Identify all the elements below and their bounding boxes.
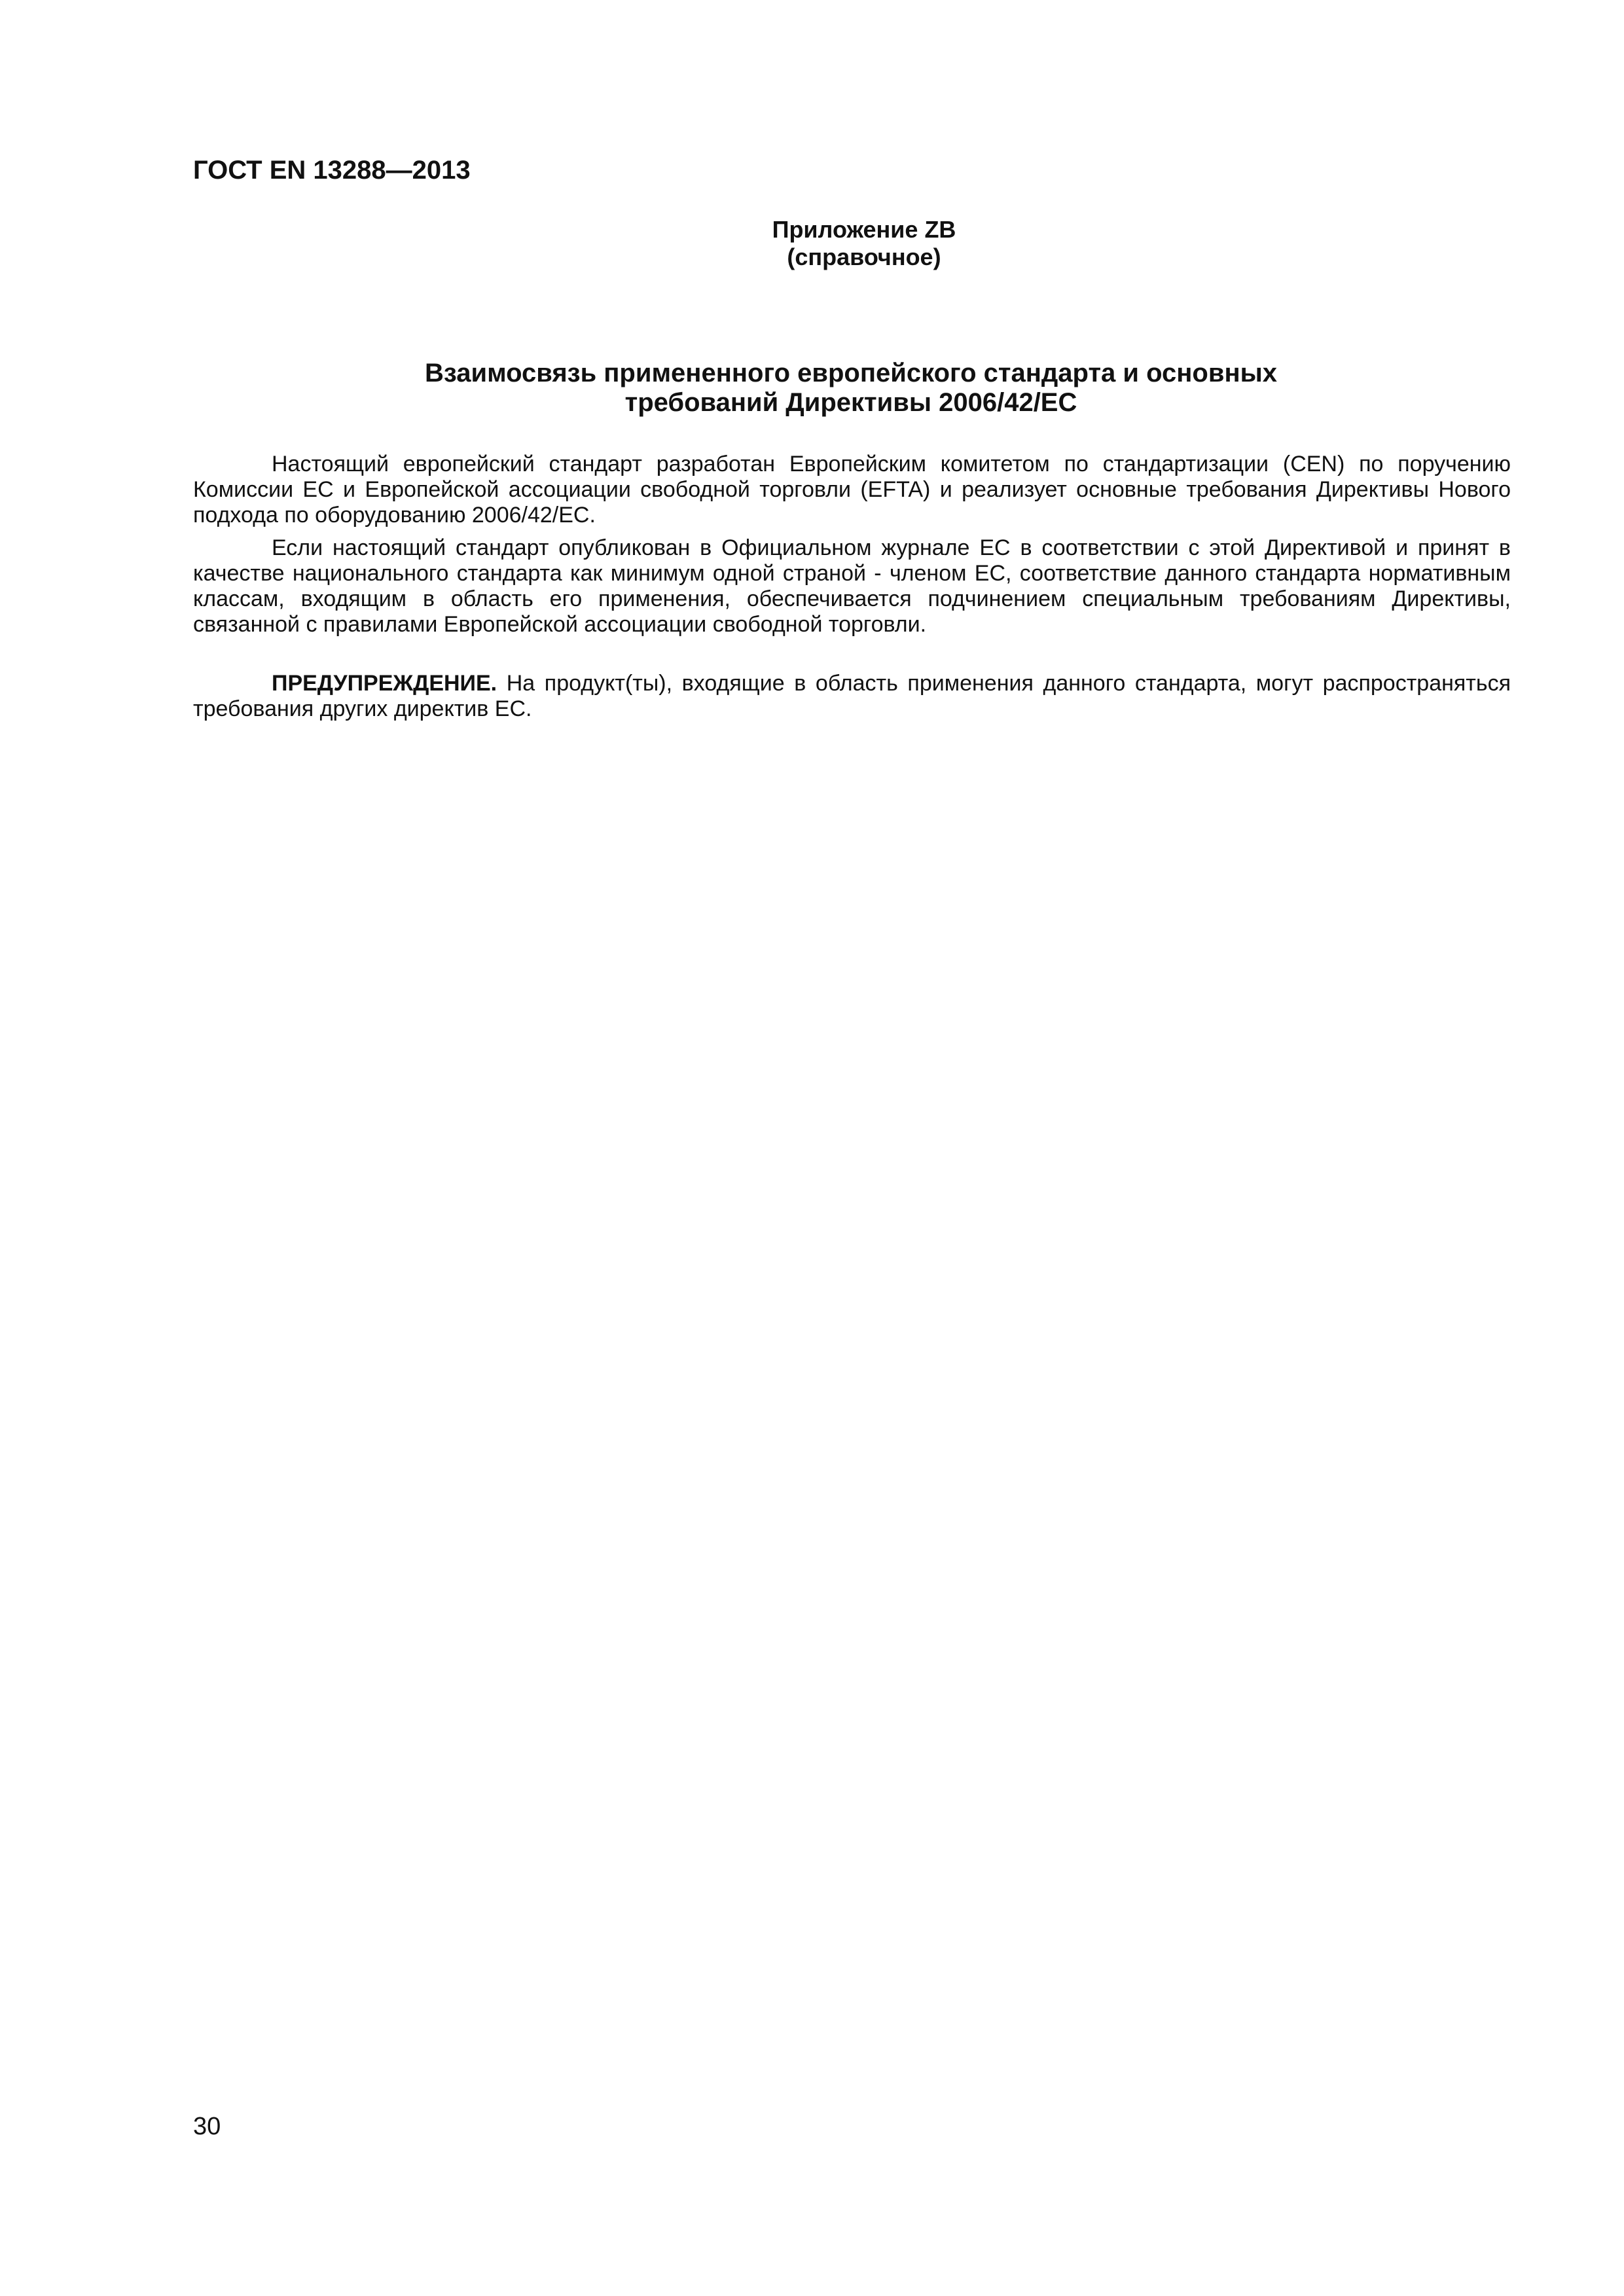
section-heading-line-2: требований Директивы 2006/42/ЕС bbox=[624, 388, 1077, 417]
document-code: ГОСТ EN 13288—2013 bbox=[193, 156, 471, 185]
page-number: 30 bbox=[193, 2113, 221, 2140]
annex-title: Приложение ZB bbox=[772, 216, 956, 243]
warning-label: ПРЕДУПРЕЖДЕНИЕ. bbox=[272, 671, 497, 696]
annex-type: (справочное) bbox=[787, 243, 941, 270]
section-heading-line-1: Взаимосвязь примененного европейского стандарта и основных bbox=[424, 359, 1278, 387]
body-paragraph-1: Настоящий европейский стандарт разработан Европейским комитетом по стандартизации (CEN) по поручению Комиссии ЕС и Европейской ассоциации свободной торговли (EFTA) и реализует основные требования Директивы Нового подхода по оборудованию 2006/42/ЕС. bbox=[193, 452, 1511, 528]
warning-paragraph bbox=[193, 671, 1511, 722]
body-paragraph-2: Если настоящий стандарт опубликован в Официальном журнале ЕС в соответствии с этой Директивой и принят в качестве национального стандарта как минимум одной страной - членом ЕС, соответствие данного стандарта нормативным классам, входящим в область его применения, обеспечивается подчинением специальным требованиям Директивы, связанной с правилами Европейской ассоциации свободной торговли. bbox=[193, 535, 1511, 637]
warning-text: На продукт(ты), входящие в область применения данного стандарта, могут распространяться требования других директив ЕС. bbox=[193, 671, 1511, 721]
